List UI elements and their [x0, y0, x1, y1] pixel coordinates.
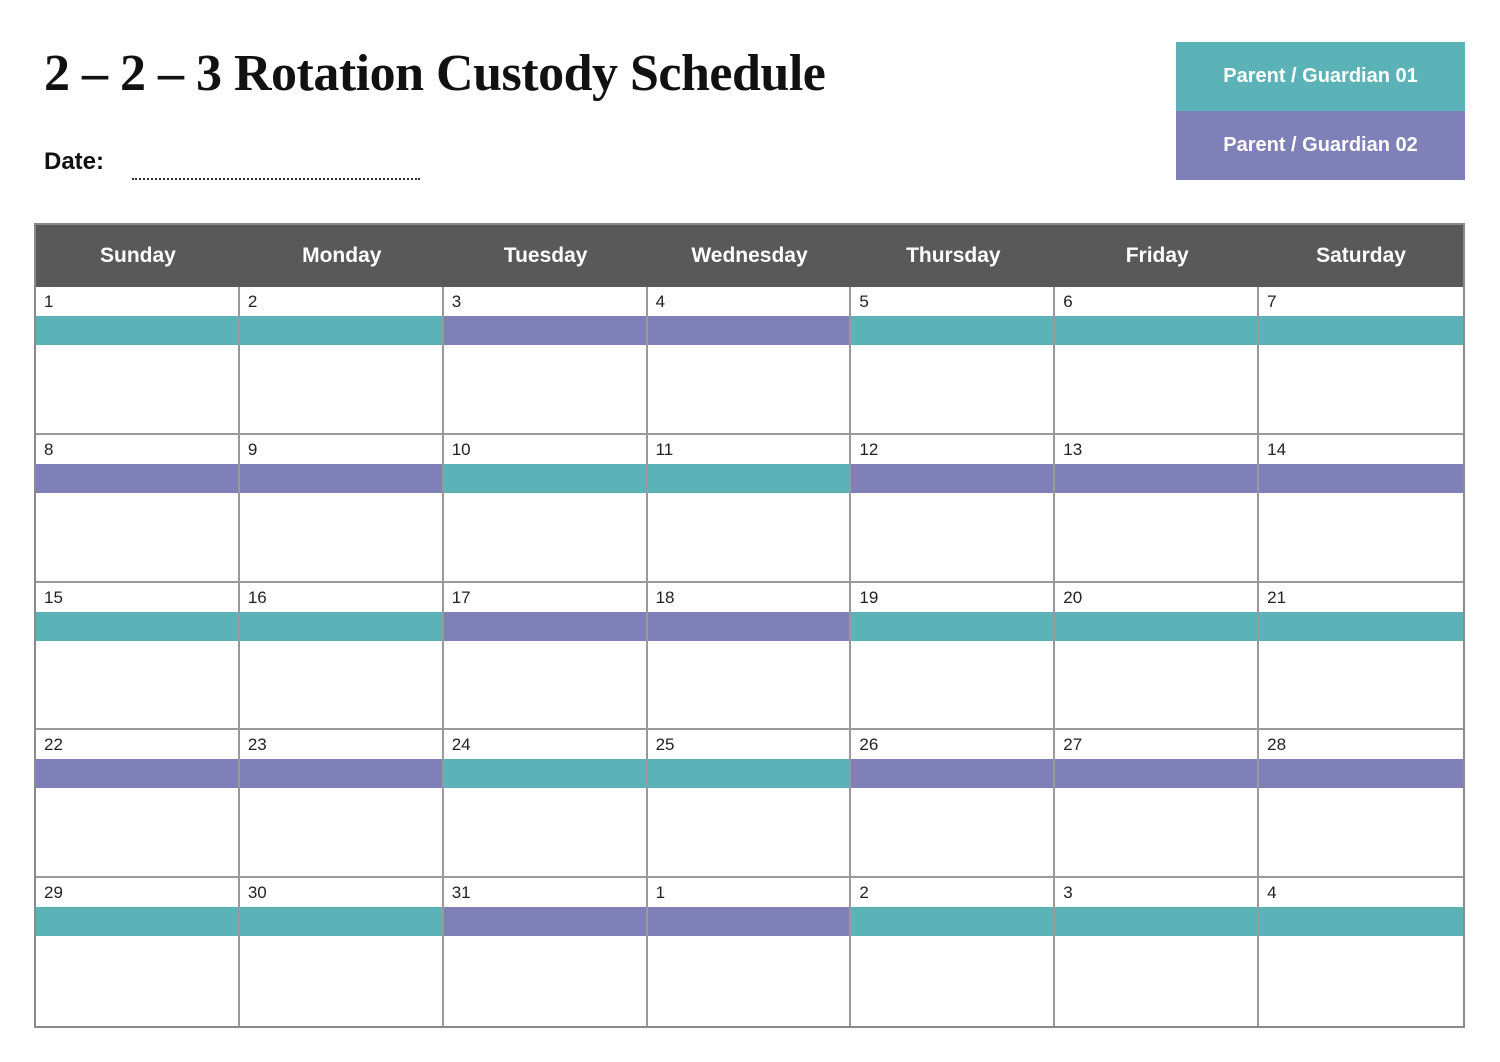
calendar-day-cell[interactable] [851, 730, 1055, 878]
custody-bar-parent-1 [851, 316, 1053, 345]
custody-bar-parent-1 [1259, 316, 1463, 345]
custody-bar-parent-2 [36, 759, 238, 788]
day-number: 1 [44, 292, 54, 311]
day-number: 8 [44, 439, 54, 459]
day-number: 28 [1267, 735, 1287, 755]
calendar-day-cell[interactable] [36, 435, 240, 583]
calendar-day-cell[interactable] [648, 287, 852, 435]
weekday-header-friday: Friday [1055, 225, 1259, 287]
calendar-day-cell[interactable] [1259, 435, 1463, 583]
day-number: 9 [247, 439, 258, 459]
calendar-day-cell[interactable] [444, 583, 648, 731]
calendar-day-cell[interactable] [444, 435, 648, 583]
day-number: 13 [1063, 439, 1083, 459]
calendar-day-cell[interactable] [1259, 287, 1463, 435]
calendar-day-cell[interactable] [444, 287, 648, 435]
day-number: 22 [44, 735, 63, 755]
calendar-day-cell[interactable] [36, 583, 240, 731]
custody-bar-parent-1 [444, 464, 646, 493]
day-number: 2 [247, 292, 258, 311]
day-number: 4 [655, 292, 666, 311]
custody-bar-parent-2 [1055, 759, 1257, 788]
custody-bar-parent-2 [648, 316, 850, 345]
day-number: 17 [451, 587, 471, 607]
day-number: 27 [1063, 735, 1083, 755]
custody-bar-parent-1 [1259, 907, 1463, 936]
day-number: 23 [247, 735, 267, 755]
calendar-day-cell[interactable] [1055, 435, 1259, 583]
custody-bar-parent-2 [444, 612, 646, 641]
calendar-day-cell[interactable] [648, 878, 852, 1026]
calendar-day-cell[interactable] [648, 435, 852, 583]
custody-bar-parent-1 [648, 464, 850, 493]
custody-bar-parent-2 [648, 907, 850, 936]
custody-bar-parent-1 [851, 612, 1053, 641]
calendar-day-cell[interactable] [36, 730, 240, 878]
day-number: 11 [655, 439, 674, 459]
calendar-day-cell[interactable] [648, 583, 852, 731]
calendar-day-cell[interactable] [240, 435, 444, 583]
calendar-day-cell[interactable] [240, 287, 444, 435]
day-number: 26 [859, 735, 879, 755]
custody-bar-parent-2 [240, 759, 442, 788]
calendar-day-cell[interactable] [851, 287, 1055, 435]
calendar-day-cell[interactable] [444, 878, 648, 1026]
calendar-day-cell[interactable] [1259, 878, 1463, 1026]
custody-bar-parent-2 [1055, 464, 1257, 493]
weekday-header-wednesday: Wednesday [648, 225, 852, 287]
custody-bar-parent-2 [1259, 464, 1463, 493]
calendar-day-cell[interactable] [1259, 583, 1463, 731]
day-number: 21 [1267, 587, 1287, 607]
day-number: 1 [655, 883, 666, 903]
weekday-header-sunday: Sunday [36, 225, 240, 287]
calendar-day-cell[interactable] [851, 435, 1055, 583]
legend-item-parent-2: Parent / Guardian 02 [1176, 111, 1465, 180]
day-number: 25 [655, 735, 675, 755]
weekday-header-monday: Monday [240, 225, 444, 287]
custody-bar-parent-1 [240, 907, 442, 936]
day-number: 2 [859, 883, 869, 903]
legend-item-parent-1: Parent / Guardian 01 [1176, 42, 1465, 111]
weekday-header-thursday: Thursday [851, 225, 1055, 287]
custody-bar-parent-1 [240, 316, 442, 345]
day-number: 5 [859, 292, 869, 311]
day-number: 30 [247, 883, 267, 903]
custody-bar-parent-2 [444, 907, 646, 936]
calendar-day-cell[interactable] [1055, 287, 1259, 435]
custody-bar-parent-2 [444, 316, 646, 345]
custody-bar-parent-2 [851, 464, 1053, 493]
calendar-day-cell[interactable] [444, 730, 648, 878]
day-number: 12 [859, 439, 879, 459]
calendar-day-cell[interactable] [36, 878, 240, 1026]
calendar-day-cell[interactable] [1055, 730, 1259, 878]
date-label: Date: [44, 148, 105, 175]
custody-bar-parent-2 [240, 464, 442, 493]
calendar-day-cell[interactable] [240, 878, 444, 1026]
custody-bar-parent-2 [36, 464, 238, 493]
calendar-day-cell[interactable] [648, 730, 852, 878]
custody-bar-parent-1 [36, 612, 238, 641]
calendar-day-cell[interactable] [851, 878, 1055, 1026]
custody-bar-parent-1 [36, 907, 238, 936]
day-number: 15 [44, 587, 63, 607]
custody-bar-parent-1 [1055, 907, 1257, 936]
calendar-day-cell[interactable] [1055, 878, 1259, 1026]
day-number: 29 [44, 883, 63, 903]
custody-bar-parent-1 [1055, 316, 1257, 345]
calendar-day-cell[interactable] [240, 730, 444, 878]
day-number: 4 [1267, 883, 1277, 903]
calendar-day-cell[interactable] [1055, 583, 1259, 731]
day-number: 3 [451, 292, 462, 311]
day-number: 10 [451, 439, 471, 459]
day-number: 3 [1063, 883, 1073, 903]
custody-bar-parent-1 [444, 759, 646, 788]
day-number: 7 [1267, 292, 1277, 311]
calendar-day-cell[interactable] [851, 583, 1055, 731]
custody-bar-parent-2 [1259, 759, 1463, 788]
calendar-day-cell[interactable] [36, 287, 240, 435]
custody-bar-parent-1 [1259, 612, 1463, 641]
calendar-grid [34, 223, 1465, 1028]
custody-bar-parent-1 [240, 612, 442, 641]
day-number: 24 [451, 735, 471, 755]
weekday-header-tuesday: Tuesday [444, 225, 648, 287]
date-field[interactable] [132, 178, 420, 180]
day-number: 16 [247, 587, 267, 607]
custody-bar-parent-2 [851, 759, 1053, 788]
day-number: 14 [1267, 439, 1287, 459]
legend [1176, 42, 1465, 180]
day-number: 20 [1063, 587, 1083, 607]
custody-bar-parent-2 [648, 612, 850, 641]
calendar-day-cell[interactable] [1259, 730, 1463, 878]
weekday-header-saturday: Saturday [1259, 225, 1463, 287]
day-number: 31 [451, 883, 471, 903]
day-number: 6 [1063, 292, 1073, 311]
calendar-day-cell[interactable] [240, 583, 444, 731]
custody-bar-parent-1 [648, 759, 850, 788]
custody-bar-parent-1 [851, 907, 1053, 936]
custody-bar-parent-1 [1055, 612, 1257, 641]
day-number: 18 [655, 587, 675, 607]
custody-bar-parent-1 [36, 316, 238, 345]
day-number: 19 [859, 587, 879, 607]
page-title: 2 – 2 – 3 Rotation Custody Schedule [44, 45, 826, 102]
